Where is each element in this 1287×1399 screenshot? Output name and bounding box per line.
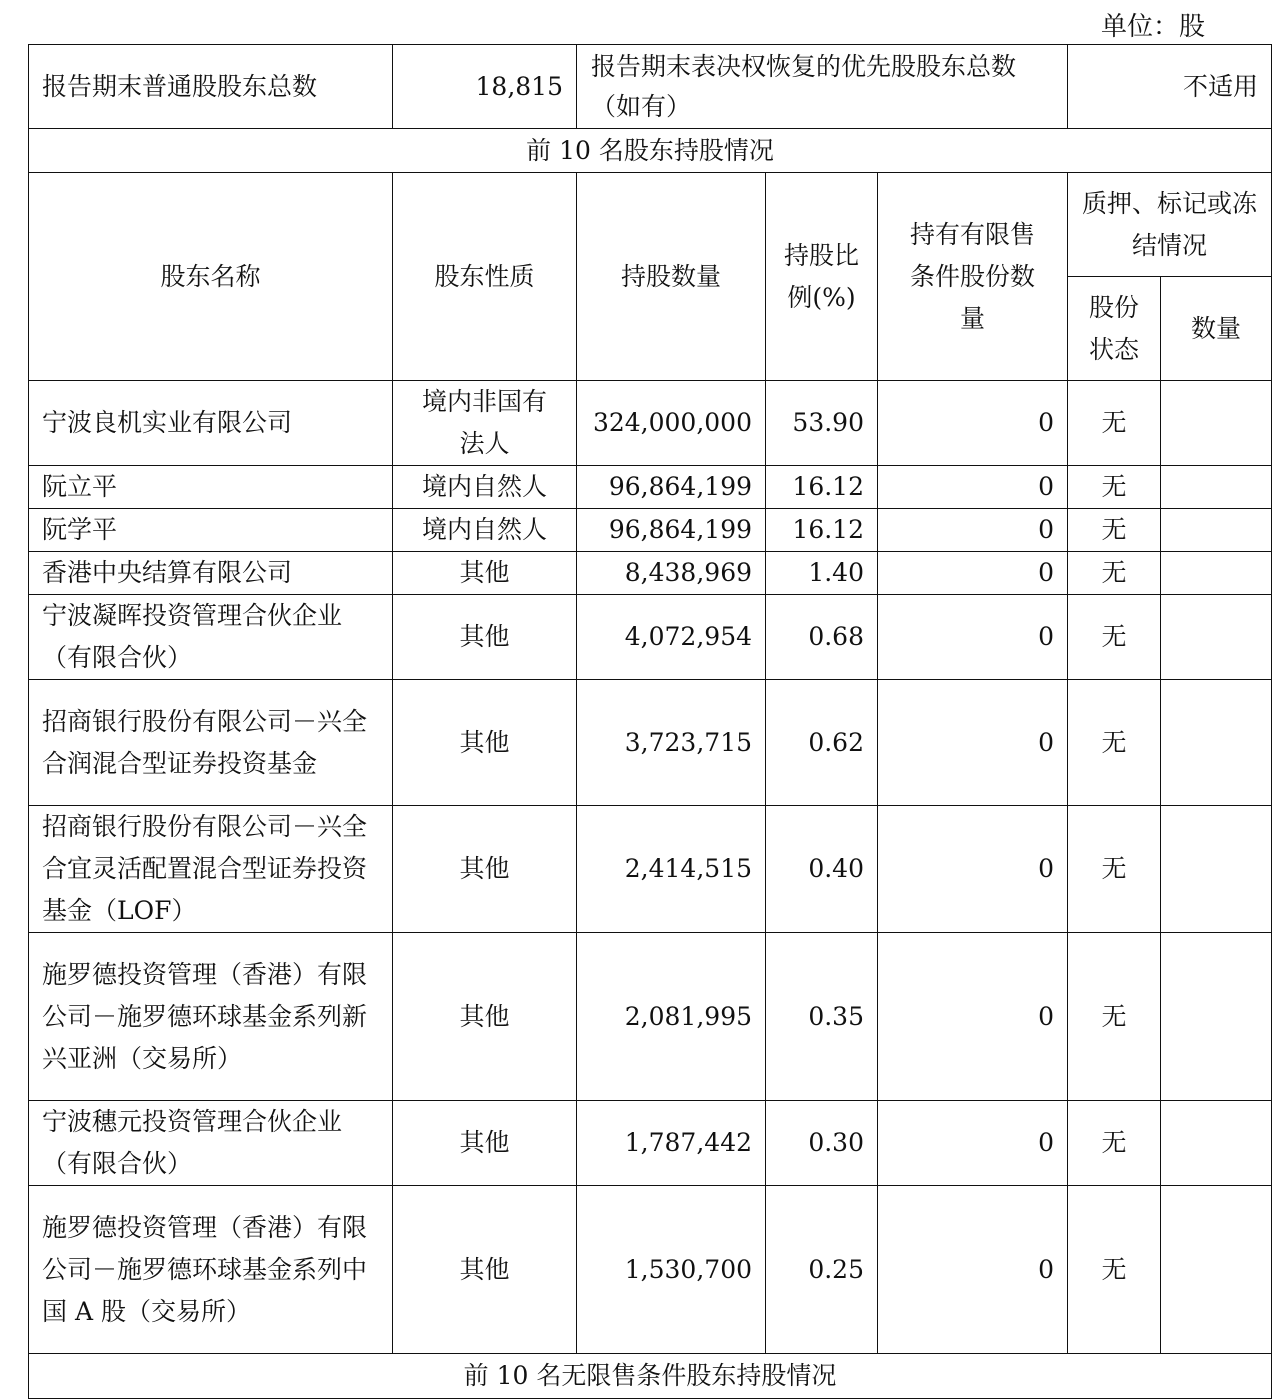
shareholder-nature: 其他: [393, 1101, 577, 1186]
preferred-holders-value: 不适用: [1068, 45, 1272, 129]
table-row: [29, 466, 1272, 509]
shareholder-nature: 其他: [393, 595, 577, 680]
shareholder-nature: 境内非国有法人: [393, 381, 577, 466]
pledge-qty: [1161, 381, 1272, 466]
header-nature: 股东性质: [393, 173, 577, 381]
table-row: [29, 1101, 1272, 1186]
holding-ratio: 53.90: [766, 381, 878, 466]
restricted-shares: 0: [878, 552, 1068, 595]
holding-ratio: 16.12: [766, 509, 878, 552]
pledge-qty: [1161, 509, 1272, 552]
table-row: [29, 933, 1272, 1101]
pledge-qty: [1161, 466, 1272, 509]
holding-ratio: 0.30: [766, 1101, 878, 1186]
holding-ratio: 1.40: [766, 552, 878, 595]
shareholder-name: 阮立平: [29, 466, 393, 509]
shareholder-name: 招商银行股份有限公司－兴全合润混合型证券投资基金: [29, 680, 393, 806]
shareholder-nature: 其他: [393, 1186, 577, 1354]
header-pledge-group: 质押、标记或冻结情况: [1068, 173, 1272, 277]
shares-held: 96,864,199: [577, 509, 766, 552]
table-row: [29, 509, 1272, 552]
shareholder-nature: 其他: [393, 680, 577, 806]
pledge-status: 无: [1068, 509, 1161, 552]
header-pledge-status: 股份状态: [1068, 277, 1161, 381]
pledge-status: 无: [1068, 466, 1161, 509]
shareholder-nature: 其他: [393, 933, 577, 1101]
shareholders-table: [28, 44, 1272, 1399]
pledge-status: 无: [1068, 806, 1161, 933]
holding-ratio: 0.40: [766, 806, 878, 933]
shares-held: 8,438,969: [577, 552, 766, 595]
shareholder-nature: 其他: [393, 552, 577, 595]
restricted-shares: 0: [878, 806, 1068, 933]
unit-label: 单位：股: [1100, 12, 1205, 42]
table-row: [29, 1186, 1272, 1354]
pledge-status: 无: [1068, 680, 1161, 806]
top10-title: 前 10 名股东持股情况: [29, 129, 1272, 173]
pledge-status: 无: [1068, 1186, 1161, 1354]
shares-held: 2,081,995: [577, 933, 766, 1101]
pledge-qty: [1161, 1186, 1272, 1354]
restricted-shares: 0: [878, 466, 1068, 509]
table-row: [29, 381, 1272, 466]
shares-held: 96,864,199: [577, 466, 766, 509]
table-row: [29, 552, 1272, 595]
restricted-shares: 0: [878, 509, 1068, 552]
shareholder-nature: 境内自然人: [393, 509, 577, 552]
shares-held: 1,530,700: [577, 1186, 766, 1354]
section-title-row: [29, 1354, 1272, 1399]
holding-ratio: 0.68: [766, 595, 878, 680]
section-title-row: [29, 129, 1272, 173]
restricted-shares: 0: [878, 933, 1068, 1101]
restricted-shares: 0: [878, 1101, 1068, 1186]
shares-held: 1,787,442: [577, 1101, 766, 1186]
holding-ratio: 0.35: [766, 933, 878, 1101]
common-holders-value: 18,815: [393, 45, 577, 129]
header-name: 股东名称: [29, 173, 393, 381]
restricted-shares: 0: [878, 1186, 1068, 1354]
pledge-qty: [1161, 595, 1272, 680]
pledge-status: 无: [1068, 1101, 1161, 1186]
restricted-shares: 0: [878, 595, 1068, 680]
holding-ratio: 16.12: [766, 466, 878, 509]
shareholder-name: 施罗德投资管理（香港）有限公司－施罗德环球基金系列新兴亚洲（交易所）: [29, 933, 393, 1101]
restricted-shares: 0: [878, 680, 1068, 806]
shares-held: 4,072,954: [577, 595, 766, 680]
summary-row: [29, 45, 1272, 129]
header-ratio: 持股比例(%): [766, 173, 878, 381]
shareholder-name: 宁波穗元投资管理合伙企业（有限合伙）: [29, 1101, 393, 1186]
shareholder-name: 阮学平: [29, 509, 393, 552]
pledge-status: 无: [1068, 933, 1161, 1101]
pledge-qty: [1161, 1101, 1272, 1186]
table-row: [29, 806, 1272, 933]
shareholder-name: 宁波凝晖投资管理合伙企业（有限合伙）: [29, 595, 393, 680]
table-row: [29, 680, 1272, 806]
table-row: [29, 595, 1272, 680]
shares-held: 2,414,515: [577, 806, 766, 933]
preferred-holders-label: 报告期末表决权恢复的优先股股东总数（如有）: [577, 45, 1068, 129]
shares-held: 324,000,000: [577, 381, 766, 466]
shareholder-name: 香港中央结算有限公司: [29, 552, 393, 595]
holding-ratio: 0.62: [766, 680, 878, 806]
pledge-qty: [1161, 806, 1272, 933]
pledge-status: 无: [1068, 381, 1161, 466]
top10-unrestricted-title: 前 10 名无限售条件股东持股情况: [29, 1354, 1272, 1399]
header-restricted: 持有有限售条件股份数量: [878, 173, 1068, 381]
shares-held: 3,723,715: [577, 680, 766, 806]
pledge-status: 无: [1068, 552, 1161, 595]
header-shares: 持股数量: [577, 173, 766, 381]
pledge-status: 无: [1068, 595, 1161, 680]
shareholder-name: 招商银行股份有限公司－兴全合宜灵活配置混合型证券投资基金（LOF）: [29, 806, 393, 933]
shareholder-nature: 其他: [393, 806, 577, 933]
holding-ratio: 0.25: [766, 1186, 878, 1354]
shareholder-name: 施罗德投资管理（香港）有限公司－施罗德环球基金系列中国 A 股（交易所）: [29, 1186, 393, 1354]
header-row: [29, 173, 1272, 277]
pledge-qty: [1161, 680, 1272, 806]
pledge-qty: [1161, 552, 1272, 595]
header-pledge-qty: 数量: [1161, 277, 1272, 381]
restricted-shares: 0: [878, 381, 1068, 466]
shareholder-nature: 境内自然人: [393, 466, 577, 509]
common-holders-label: 报告期末普通股股东总数: [29, 45, 393, 129]
shareholder-name: 宁波良机实业有限公司: [29, 381, 393, 466]
pledge-qty: [1161, 933, 1272, 1101]
